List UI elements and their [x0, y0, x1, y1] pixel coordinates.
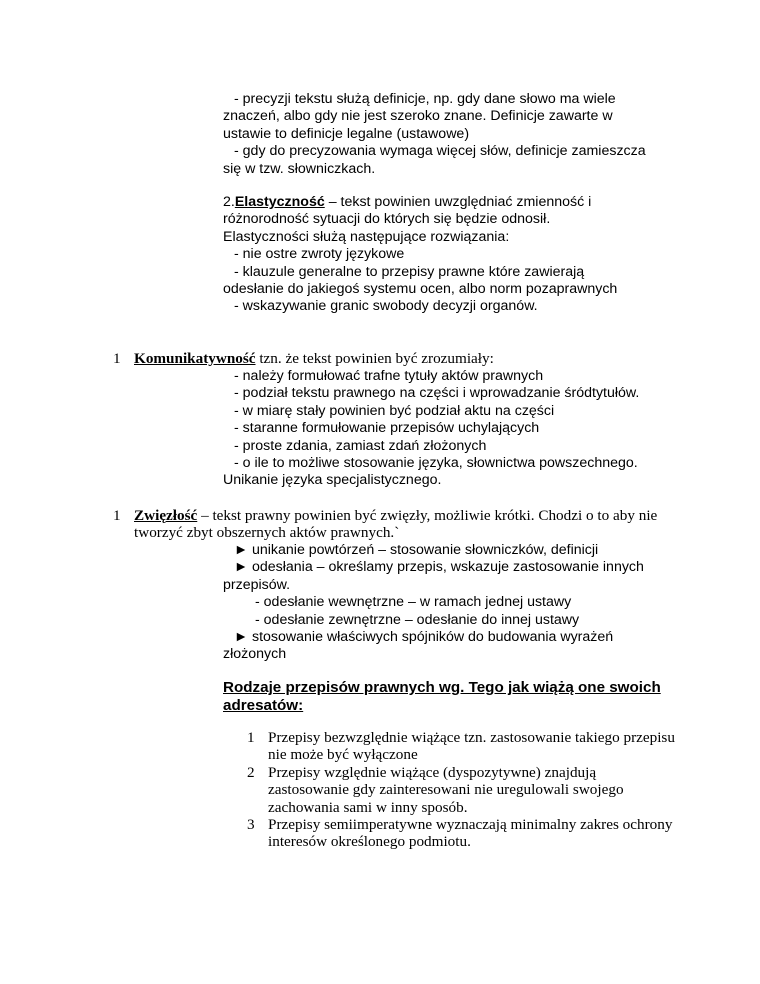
text-line: - nie ostre zwroty językowe — [234, 246, 405, 263]
text-line: ► stosowanie właściwych spójników do budowania wyrażeń — [234, 628, 614, 645]
text-line: - staranne formułowanie przepisów uchylających — [234, 420, 540, 437]
section-title: Zwięzłość — [134, 507, 198, 524]
text-line: różnorodność sytuacji do których się będzie odnosił. — [223, 211, 551, 228]
text-line: nie może być wyłączone — [268, 746, 418, 764]
text-line: się w tzw. słowniczkach. — [223, 160, 376, 177]
elasticity-block — [223, 194, 617, 316]
text-line: - o ile to możliwe stosowanie języka, słownictwa powszechnego. — [234, 454, 638, 471]
heading-line: adresatów: — [223, 697, 304, 714]
heading-line: Rodzaje przepisów prawnych wg. Tego jak wiążą one swoich — [223, 679, 661, 696]
precision-block — [223, 91, 646, 178]
list-number: 1 — [247, 729, 255, 746]
text-line: - podział tekstu prawnego na części i wprowadzanie śródtytułów. — [234, 385, 640, 402]
text-line: ► unikanie powtórzeń – stosowanie słowniczków, definicji — [234, 542, 599, 558]
list-number: 1 — [113, 507, 121, 524]
text-line: - należy formułować trafne tytuły aktów prawnych — [234, 368, 544, 384]
text-line: zachowania sami w inny sposób. — [268, 798, 468, 816]
section-number: 2. — [223, 194, 235, 210]
elasticity-heading-line — [223, 194, 617, 211]
section-title: Komunikatywność — [134, 350, 256, 367]
text-line: przepisów. — [223, 576, 291, 593]
text-line: - proste zdania, zamiast zdań złożonych — [234, 437, 487, 454]
text-line: ► odesłania – określamy przepis, wskazuje zastosowanie innych — [234, 559, 644, 576]
types-heading — [223, 679, 661, 715]
text-line: - w miarę stały powinien być podział aktu na części — [234, 402, 555, 419]
communicativeness-heading-line — [134, 350, 494, 367]
list-number: 1 — [113, 350, 121, 367]
section-title: Elastyczność — [234, 194, 325, 210]
text-line: - odesłanie zewnętrzne – odesłanie do innej ustawy — [255, 611, 580, 628]
text-line: znaczeń, albo gdy nie jest szeroko znane. Definicje zawarte w — [223, 108, 613, 125]
text-line: – tekst prawny powinien być zwięzły, możliwie krótki. Chodzi o to aby nie — [197, 507, 658, 524]
text-line: Przepisy bezwzględnie wiążące tzn. zastosowanie takiego przepisu — [268, 729, 675, 746]
conciseness-heading-line — [134, 507, 657, 524]
text-line: Przepisy semiimperatywne wyznaczają minimalny zakres ochrony — [268, 816, 673, 833]
text-line: złożonych — [223, 646, 287, 663]
text-line: Unikanie języka specjalistycznego. — [223, 472, 442, 489]
text-line: - odesłanie wewnętrzne – w ramach jednej ustawy — [255, 594, 572, 611]
text-line: tworzyć zbyt obszernych aktów prawnych.` — [134, 524, 400, 541]
text-line: Przepisy względnie wiążące (dyspozytywne) znajdują — [268, 764, 597, 781]
text-line: - gdy do precyzowania wymaga więcej słów, definicje zamieszcza — [234, 143, 646, 160]
text-line: odesłanie do jakiegoś systemu ocen, albo norm pozaprawnych — [223, 280, 618, 297]
communicativeness-block — [223, 368, 639, 490]
text-line: - wskazywanie granic swobody decyzji organów. — [234, 298, 538, 315]
text-line: – tekst powinien uwzględniać zmienność i — [324, 194, 592, 210]
text-line: - klauzule generalne to przepisy prawne które zawierają — [234, 263, 585, 280]
text-line: interesów określonego podmiotu. — [268, 833, 471, 851]
text-line: tzn. że tekst powinien być zrozumiały: — [255, 350, 494, 367]
conciseness-block — [223, 542, 644, 664]
list-number: 2 — [247, 764, 255, 781]
text-line: Elastyczności służą następujące rozwiązania: — [223, 228, 510, 245]
list-number: 3 — [247, 816, 255, 833]
text-line: zastosowanie gdy zainteresowani nie uregulowali swojego — [268, 781, 624, 799]
text-line: ustawie to definicje legalne (ustawowe) — [223, 125, 470, 142]
text-line: - precyzji tekstu służą definicje, np. gdy dane słowo ma wiele — [234, 91, 616, 107]
